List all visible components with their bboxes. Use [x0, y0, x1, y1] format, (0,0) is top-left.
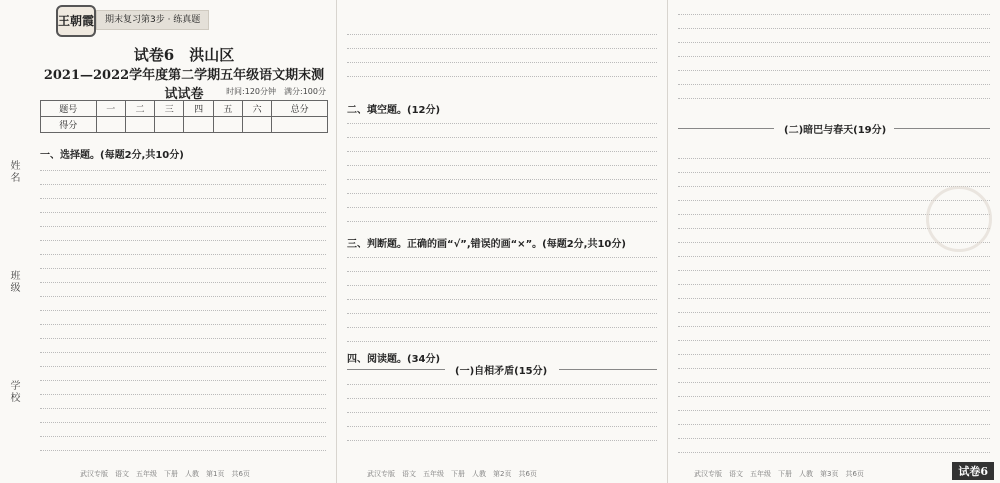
section-4-heading: 四、阅读题。(34分) — [347, 354, 441, 365]
score-table-score-row — [41, 117, 328, 133]
reading-part-1-title: (一)自相矛盾(15分) — [455, 366, 548, 377]
reading-part-1-body — [347, 378, 657, 458]
review-banner: 期末复习第3步 · 练真题 — [96, 10, 209, 30]
sidebar-name-label: 姓名 — [8, 160, 19, 184]
score-cell[interactable] — [125, 117, 154, 133]
sidebar-class-label: 班级 — [8, 270, 19, 294]
page-column-1 — [0, 0, 337, 483]
reading-part-1-questions — [678, 6, 990, 114]
score-cell[interactable] — [96, 117, 125, 133]
score-table-header-cell: 总分 — [272, 101, 328, 117]
score-table-header-cell: 二 — [125, 101, 154, 117]
section-1-body — [40, 160, 326, 460]
exam-number-badge: 试卷6 — [952, 462, 994, 480]
score-table-header-cell: 三 — [155, 101, 184, 117]
section-3-heading: 三、判断题。正确的画“√”,错误的画“×”。(每题2分,共10分) — [347, 239, 626, 250]
score-cell[interactable] — [155, 117, 184, 133]
page-column-2 — [337, 0, 668, 483]
time-score-info: 时间:120分钟 满分:100分 — [226, 87, 326, 96]
exam-subtitle: 2021—2022学年度第二学期五年级语文期末测试试卷 — [43, 68, 325, 102]
page-column-3 — [668, 0, 1000, 483]
section-1-heading: 一、选择题。(每题2分,共10分) — [40, 150, 184, 161]
score-table-row-label: 得分 — [41, 117, 97, 133]
score-table-header-cell: 一 — [96, 101, 125, 117]
score-table-header-cell: 六 — [243, 101, 272, 117]
section-1-continued — [347, 30, 657, 90]
score-cell[interactable] — [184, 117, 213, 133]
score-table-header-cell: 四 — [184, 101, 213, 117]
score-table-header-cell: 五 — [213, 101, 242, 117]
watermark-stamp — [926, 186, 992, 252]
score-cell[interactable] — [272, 117, 328, 133]
section-3-body — [347, 249, 657, 349]
publisher-logo: 王朝霞 — [56, 5, 96, 37]
score-table-header-cell: 题号 — [41, 101, 97, 117]
page-footer-2: 武汉专版 语文 五年级 下册 人教 第2页 共6页 — [367, 470, 537, 478]
score-table — [40, 100, 328, 133]
section-2-body — [347, 115, 657, 233]
page-footer-1: 武汉专版 语文 五年级 下册 人教 第1页 共6页 — [80, 470, 250, 478]
reading-part-2-title: (二)暗巴与春天(19分) — [784, 125, 887, 136]
score-cell[interactable] — [243, 117, 272, 133]
score-table-header-row — [41, 101, 328, 117]
score-cell[interactable] — [213, 117, 242, 133]
section-2-heading: 二、填空题。(12分) — [347, 105, 441, 116]
exam-title: 试卷6 洪山区 — [133, 46, 235, 64]
sidebar-school-label: 学校 — [8, 380, 19, 404]
page-footer-3: 武汉专版 语文 五年级 下册 人教 第3页 共6页 — [694, 470, 864, 478]
